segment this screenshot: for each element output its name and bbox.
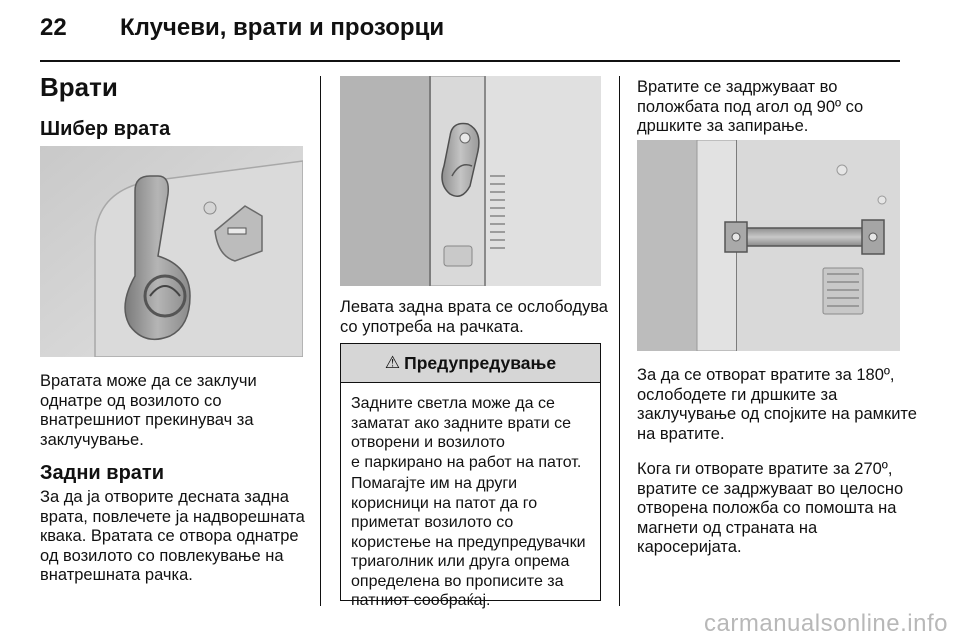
warning-box [340, 343, 601, 609]
page-header-title: Клучеви, врати и прозорци [120, 14, 445, 41]
door-180-text: За да се отворат вратите за 180º, ослободете ги дршките за заклучување од спојките на рамките на вратите. [637, 366, 917, 443]
watermark: carmanualsonline.info [704, 610, 948, 637]
warning-title: Предупредување [404, 352, 557, 373]
sliding-door-text: Вратата може да се заклучи однатре од возилото со внатрешниот прекинувач за заклучување. [40, 372, 257, 449]
page-number: 22 [40, 14, 67, 41]
subheading-rear-doors: Задни врати [40, 462, 165, 484]
door-check-strap-illustration [637, 140, 900, 351]
rear-door-lever-illustration [340, 76, 601, 286]
rear-doors-text: За да ја отворите десната задна врата, повлечете ја надворешната квака. Вратата се отвора однатре од возилото со повлекување на внатрешната рачка. [40, 488, 305, 584]
subheading-sliding-door: Шибер врата [40, 118, 171, 140]
warning-header [341, 344, 600, 383]
column-divider-left [320, 76, 321, 606]
rear-door-caption: Левата задна врата се ослободува со употреба на рачката. [340, 298, 608, 336]
column-divider-right [619, 76, 620, 606]
warning-triangle-icon: ⚠ [384, 353, 401, 372]
warning-paragraph-2: Помагајте им на други корисници на патот да го приметат возилото со користење на предупредувачки триаголник или друга опрема определена во прописите за патниот сообраќај. [351, 475, 586, 609]
header-rule [40, 60, 900, 62]
door-270-text: Кога ги отворате вратите за 270º, вратите се задржуваат во целосно отворена положба со помошта на магнети од страната на каросеријата. [637, 460, 904, 556]
door-check-text: Вратите се задржуваат во положбата под агол од 90º со дршките за запирање. [637, 78, 864, 135]
section-title: Врати [40, 72, 118, 102]
sliding-door-lock-illustration [40, 146, 303, 357]
warning-paragraph-1: Задните светла може да се заматат ако задните врати се отворени и возилото е паркирано на работ на патот. [351, 395, 582, 471]
